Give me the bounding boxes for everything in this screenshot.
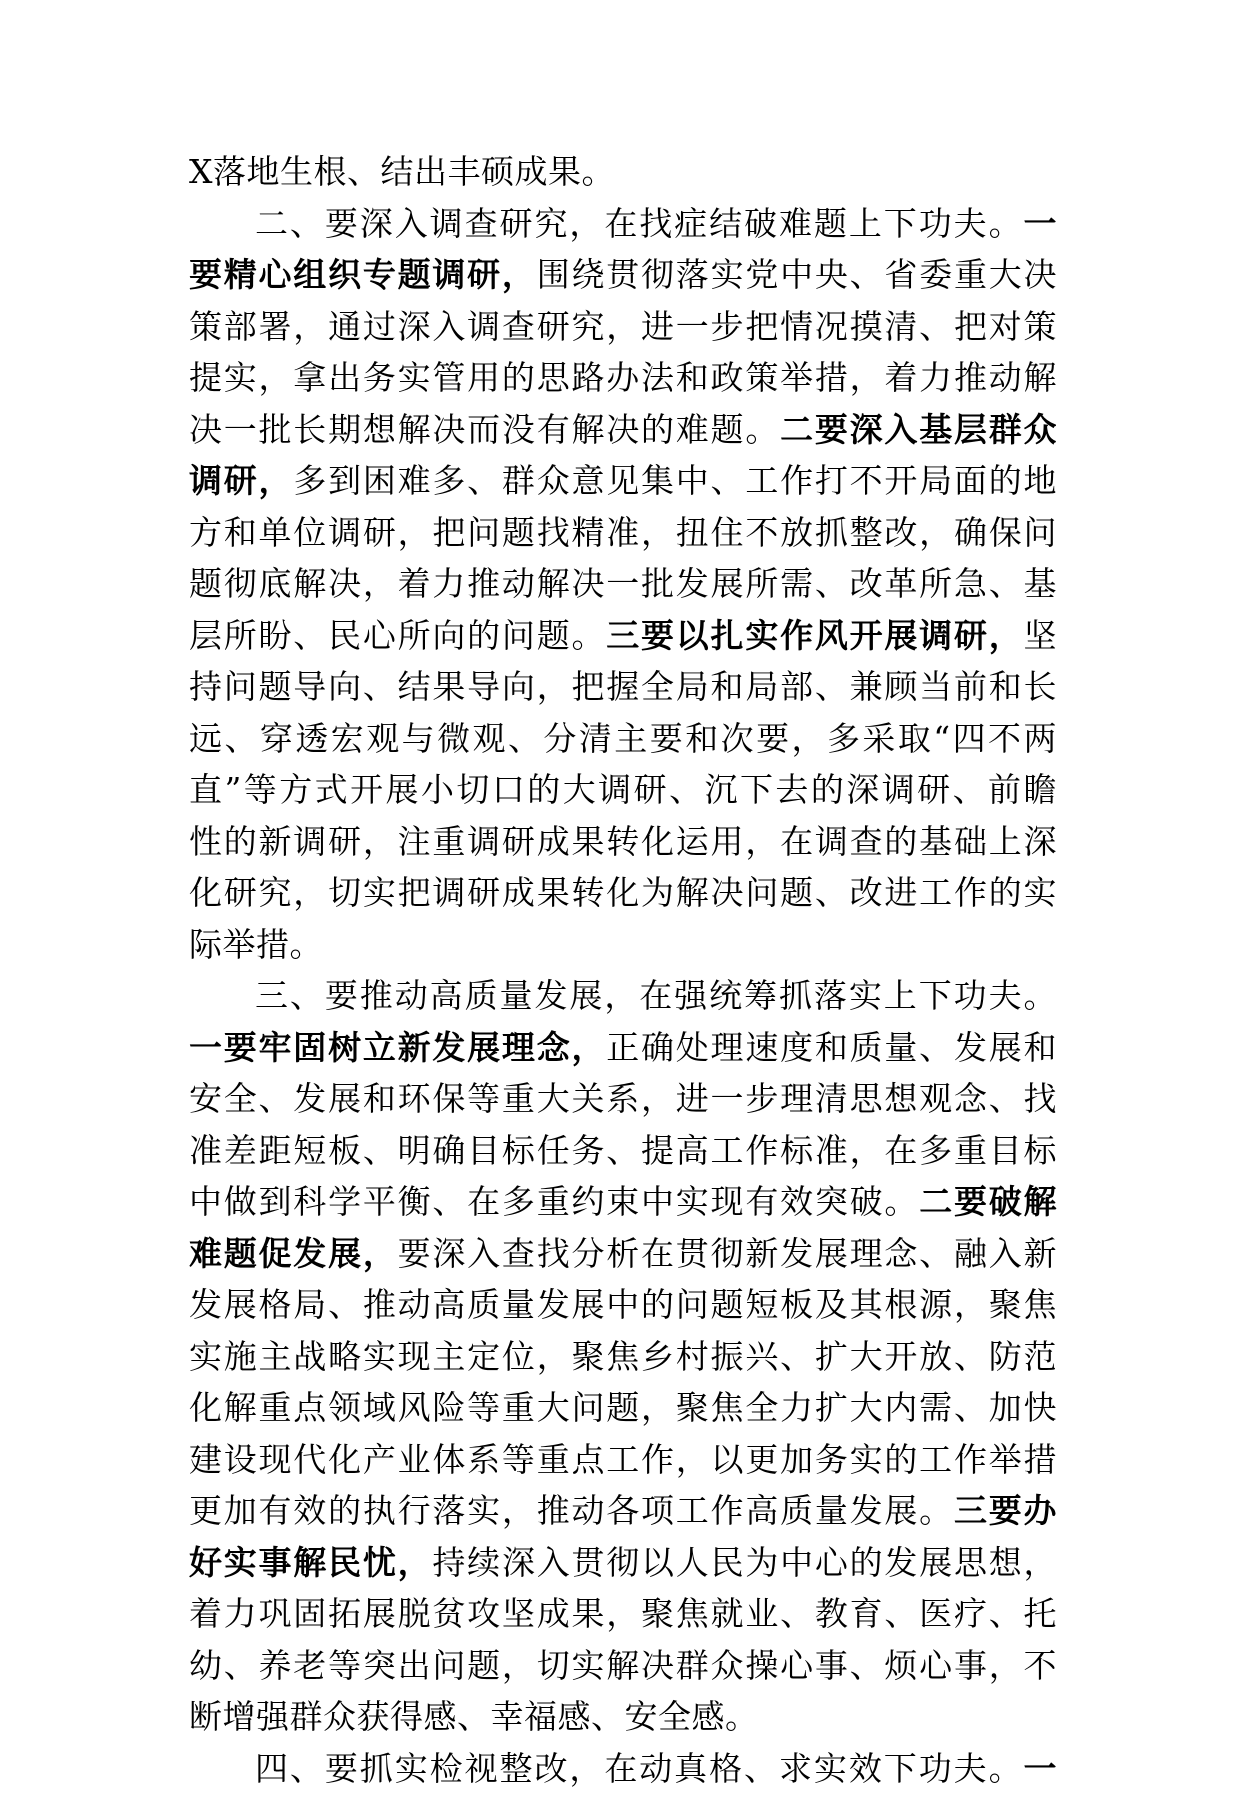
bold-text: 二要破解 (919, 1182, 1057, 1221)
text-line: 幼、养老等突出问题，切实解决群众操心事、烦心事，不 (189, 1640, 1057, 1692)
bold-text: 二要深入基层群众 (780, 410, 1057, 449)
text-line (189, 404, 1057, 456)
text-segment: 层所盼、民心所向的问题。 (189, 616, 606, 655)
text-line: 远、穿透宏观与微观、分清主要和次要，多采取“四不两 (189, 713, 1057, 765)
document-body (189, 146, 1057, 1794)
section-heading: 二、要深入调查研究，在找症结破难题上下功夫。 (255, 204, 1024, 243)
text-line: 断增强群众获得感、幸福感、安全感。 (189, 1691, 1057, 1743)
bold-text: 三要办 (954, 1491, 1057, 1530)
text-line (189, 455, 1057, 507)
text-line: 着力巩固拓展脱贫攻坚成果，聚焦就业、教育、医疗、托 (189, 1588, 1057, 1640)
text-line: 化研究，切实把调研成果转化为解决问题、改进工作的实 (189, 867, 1057, 919)
text-line: 持问题导向、结果导向，把握全局和局部、兼顾当前和长 (189, 661, 1057, 713)
text-line: 化解重点领域风险等重大问题，聚焦全力扩大内需、加快 (189, 1382, 1057, 1434)
paragraph-2 (189, 198, 1057, 971)
paragraph-3 (189, 970, 1057, 1743)
paragraph-4 (189, 1743, 1057, 1794)
text-line: 提实，拿出务实管用的思路办法和政策举措，着力推动解 (189, 352, 1057, 404)
text-line (189, 198, 1057, 250)
text-segment: 更加有效的执行落实，推动各项工作高质量发展。 (189, 1491, 954, 1530)
text-line: X落地生根、结出丰硕成果。 (189, 152, 615, 191)
text-segment: 正确处理速度和质量、发展和 (606, 1028, 1057, 1067)
bold-text: 一要牢固树立新发展理念， (189, 1028, 606, 1067)
text-line: 策部署，通过深入调查研究，进一步把情况摸清、把对策 (189, 301, 1057, 353)
text-segment: 围绕贯彻落实党中央、省委重大决 (537, 255, 1057, 294)
text-segment: 要深入查找分析在贯彻新发展理念、融入新 (398, 1234, 1057, 1273)
paragraph-1 (189, 146, 1057, 198)
bold-text: 一 (1024, 204, 1058, 243)
section-heading: 三、要推动高质量发展，在强统筹抓落实上下功夫。 (189, 970, 1057, 1022)
text-line (189, 249, 1057, 301)
bold-text: 要精心组织专题调研， (189, 255, 537, 294)
section-heading: 四、要抓实检视整改，在动真格、求实效下功夫。 (255, 1749, 1024, 1788)
text-segment: 坚 (1024, 616, 1058, 655)
bold-text: 一 (1024, 1749, 1058, 1788)
text-line (189, 1022, 1057, 1074)
text-line: 方和单位调研，把问题找精准，扭住不放抓整改，确保问 (189, 507, 1057, 559)
text-line: 性的新调研，注重调研成果转化运用，在调查的基础上深 (189, 816, 1057, 868)
text-line: 准差距短板、明确目标任务、提高工作标准，在多重目标 (189, 1125, 1057, 1177)
text-segment: 决一批长期想解决而没有解决的难题。 (189, 410, 780, 449)
text-line (189, 1743, 1057, 1794)
text-line (189, 1537, 1057, 1589)
text-line (189, 1485, 1057, 1537)
bold-text: 好实事解民忧， (189, 1543, 432, 1582)
text-line: 实施主战略实现主定位，聚焦乡村振兴、扩大开放、防范 (189, 1331, 1057, 1383)
text-segment: 多到困难多、群众意见集中、工作打不开局面的地 (293, 461, 1057, 500)
text-line (189, 1228, 1057, 1280)
text-line (189, 1176, 1057, 1228)
text-segment: 中做到科学平衡、在多重约束中实现有效突破。 (189, 1182, 919, 1221)
bold-text: 调研， (189, 461, 293, 500)
text-line: 发展格局、推动高质量发展中的问题短板及其根源，聚焦 (189, 1279, 1057, 1331)
text-line: 际举措。 (189, 919, 1057, 971)
text-line: 题彻底解决，着力推动解决一批发展所需、改革所急、基 (189, 558, 1057, 610)
text-segment: 持续深入贯彻以人民为中心的发展思想， (432, 1543, 1057, 1582)
text-line: 建设现代化产业体系等重点工作，以更加务实的工作举措 (189, 1434, 1057, 1486)
text-line: 直”等方式开展小切口的大调研、沉下去的深调研、前瞻 (189, 764, 1057, 816)
text-line (189, 610, 1057, 662)
text-line: 安全、发展和环保等重大关系，进一步理清思想观念、找 (189, 1073, 1057, 1125)
bold-text: 难题促发展， (189, 1234, 398, 1273)
bold-text: 三要以扎实作风开展调研， (606, 616, 1023, 655)
